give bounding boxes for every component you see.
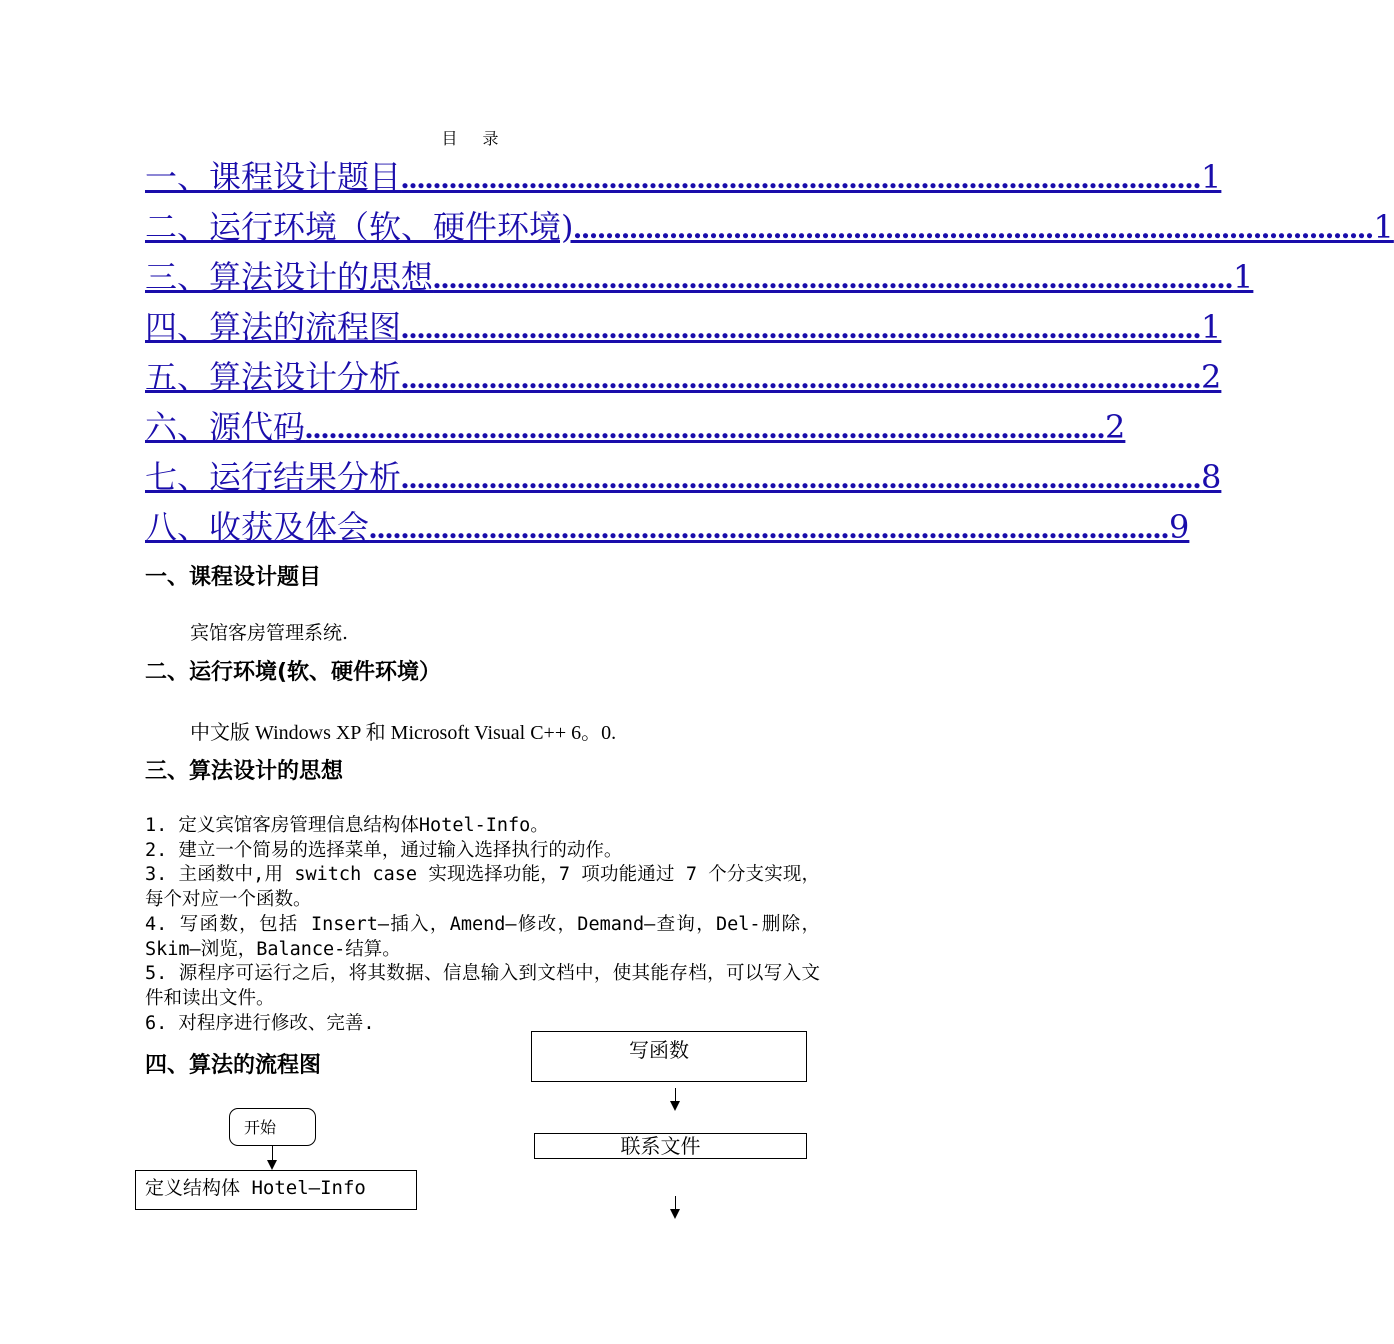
toc-page-number: 9	[1169, 508, 1190, 546]
toc-title: 目 录	[441, 129, 509, 148]
flowchart-define-struct-label: 定义结构体 Hotel—Info	[145, 1177, 366, 1199]
toc-entry-7[interactable]	[145, 452, 1222, 502]
section-3-heading: 三、算法设计的思想	[145, 759, 344, 784]
list-item: 5. 源程序可运行之后，将其数据、信息输入到文档中，使其能存档，可以写入文件和读出文件。	[145, 963, 820, 1009]
flowchart-write-functions-label: 写函数	[629, 1038, 689, 1062]
toc-entry-label: 四、算法的流程图	[145, 308, 402, 346]
toc-entry-3[interactable]	[145, 252, 1254, 302]
list-item: 4. 写函数，包括 Insert—插入，Amend—修改，Demand—查询，Del-删除，Skim—浏览，Balance-结算。	[145, 913, 820, 960]
arrow-down-icon	[267, 1160, 277, 1170]
list-item: 1. 定义宾馆客房管理信息结构体Hotel-Info。	[145, 815, 549, 836]
arrow-down-icon	[670, 1209, 680, 1219]
toc-leader-dots: ....................................................................................................	[401, 459, 1202, 495]
section-2-heading: 二、运行环境(软、硬件环境）	[145, 660, 442, 685]
toc-page-number: 2	[1105, 408, 1126, 446]
toc-leader-dots: ....................................................................................................	[401, 159, 1202, 195]
arrow-down-icon	[670, 1101, 680, 1111]
toc-entry-5[interactable]	[145, 352, 1222, 402]
section-3-list	[145, 814, 820, 1036]
section-2-text: 中文版 Windows XP 和 Microsoft Visual C++ 6。0.	[190, 722, 617, 744]
toc-leader-dots: ....................................................................................................	[401, 309, 1202, 345]
toc-entry-label: 五、算法设计分析	[145, 358, 402, 396]
flowchart-link-files-label: 联系文件	[620, 1134, 701, 1158]
toc-page-number: 8	[1201, 458, 1222, 496]
toc-page-number: 1	[1373, 208, 1394, 246]
toc-page-number: 1	[1201, 158, 1222, 196]
flowchart-start-node	[229, 1108, 316, 1146]
flowchart-link-files-node	[534, 1133, 807, 1159]
section-1-heading: 一、课程设计题目	[145, 565, 322, 590]
flowchart-start-label: 开始	[244, 1118, 277, 1137]
flowchart-arrow-line	[675, 1088, 676, 1102]
table-of-contents	[145, 152, 1394, 552]
section-4-heading: 四、算法的流程图	[145, 1053, 322, 1078]
toc-entry-label: 一、课程设计题目	[145, 158, 402, 196]
list-item: 6. 对程序进行修改、完善.	[145, 1012, 375, 1034]
toc-page-number: 2	[1201, 358, 1222, 396]
list-item: 3. 主函数中,用 switch case 实现选择功能，7 项功能通过 7 个分支实现，每个对应一个函数。	[145, 864, 820, 911]
toc-entry-1[interactable]	[145, 152, 1222, 202]
toc-entry-4[interactable]	[145, 302, 1222, 352]
toc-entry-label: 二、运行环境（软、硬件环境)	[145, 208, 574, 246]
toc-entry-6[interactable]	[145, 402, 1126, 452]
toc-entry-2[interactable]	[145, 202, 1394, 252]
toc-page-number: 1	[1233, 258, 1254, 296]
flowchart-define-struct-node	[135, 1170, 417, 1210]
toc-leader-dots: ....................................................................................................	[433, 259, 1234, 295]
toc-entry-8[interactable]	[145, 502, 1190, 552]
flowchart-arrow-line	[675, 1196, 676, 1210]
toc-leader-dots: ....................................................................................................	[573, 209, 1374, 245]
toc-page-number: 1	[1201, 308, 1222, 346]
toc-leader-dots: ....................................................................................................	[401, 359, 1202, 395]
list-item: 2. 建立一个简易的选择菜单，通过输入选择执行的动作。	[145, 839, 623, 861]
toc-entry-label: 八、收获及体会	[145, 508, 370, 546]
section-1-text: 宾馆客房管理系统.	[190, 622, 349, 644]
toc-entry-label: 七、运行结果分析	[145, 458, 402, 496]
toc-entry-label: 六、源代码	[145, 408, 306, 446]
flowchart-write-functions-node	[531, 1031, 807, 1082]
toc-entry-label: 三、算法设计的思想	[145, 258, 434, 296]
toc-leader-dots: ....................................................................................................	[305, 409, 1106, 445]
toc-leader-dots: ....................................................................................................	[369, 509, 1170, 545]
